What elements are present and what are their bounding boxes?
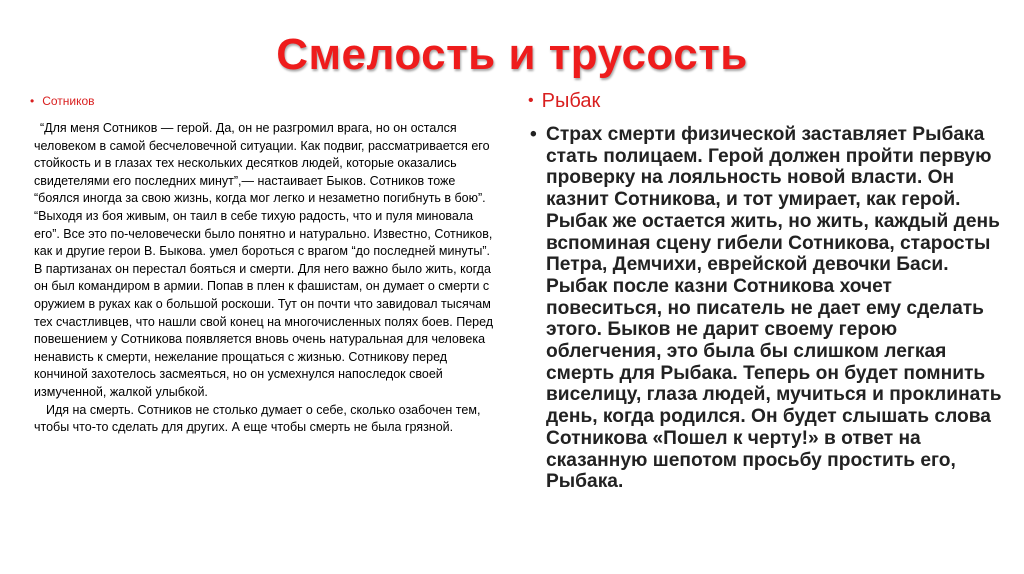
left-paragraph-1: “Для меня Сотников — герой. Да, он не разгромил врага, но он остался человеком в самой бесчеловечной ситуации. Как подвиг, рассматривается его стойкость и в глазах тех нескольких десятков людей, которые оказались свидетелями его последних минут”,— настаивает Быков. Сотников тоже “боялся иногда за свою жизнь, когда мог легко и незаметно погибнуть в бою”. “Выходя из боя живым, он таил в себе тихую радость, что и пуля миновала его”. Все это по-человечески было понятно и натурально. Известно, Сотников, как и другие герои В. Быкова. умел бороться с врагом “до последней минуты”. В партизанах он перестал бояться и смерти. Для него важно было жить, когда он был командиром в армии. Попав в плен к фашистам, он думает о смерти с оружием в руках как о большой роскоши. Тут он почти что завидовал тысячам тех счастливцев, что нашли свой конец на многочисленных полях боев. Перед повешением у Сотникова появляется вновь очень натуральная для человека ненависть к смерти, нежелание прощаться с жизнью. Сотникову перед кончиной захотелось засмеяться, но он усмехнулся напоследок своей измученной, жалкой улыбкой. bbox=[34, 121, 494, 399]
page-title: Смелость и трусость bbox=[276, 30, 748, 79]
left-paragraph-2: Идя на смерть. Сотников не столько думает о себе, сколько озабочен тем, чтобы что-то сделать для других. А еще чтобы смерть не была грязной. bbox=[34, 402, 481, 435]
right-heading-label: Рыбак bbox=[541, 90, 601, 112]
right-paragraph: Страх смерти физической заставляет Рыбака стать полицаем. Герой должен пройти первую проверку на лояльность новой власти. Он казнит Сотникова, и тот умирает, как герой. Рыбак же остается жить, но жить, каждый день вспоминая сцену гибели Сотникова, старосты Петра, Демчихи, еврейской девочки Баси. Рыбак после казни Сотникова хочет повеситься, но писатель не дает ему сделать этого. Быков не дарит своему герою облегчения, это была бы слишком легкая смерть для Рыбака. Теперь он будет помнить виселицу, глаза людей, мучиться и проклинать день, когда родился. Он будет слышать слова Сотникова «Пошел к черту!» в ответ на сказанную шепотом просьбу простить его, Рыбака. bbox=[546, 124, 1002, 493]
bullet-icon: • bbox=[530, 124, 537, 145]
bullet-icon: • bbox=[528, 92, 534, 109]
right-column-text bbox=[530, 124, 1012, 493]
left-column-text bbox=[34, 120, 494, 437]
bullet-icon: • bbox=[30, 94, 35, 108]
right-heading bbox=[528, 90, 600, 113]
left-heading-label: Сотников bbox=[42, 94, 95, 108]
left-heading bbox=[30, 94, 95, 108]
